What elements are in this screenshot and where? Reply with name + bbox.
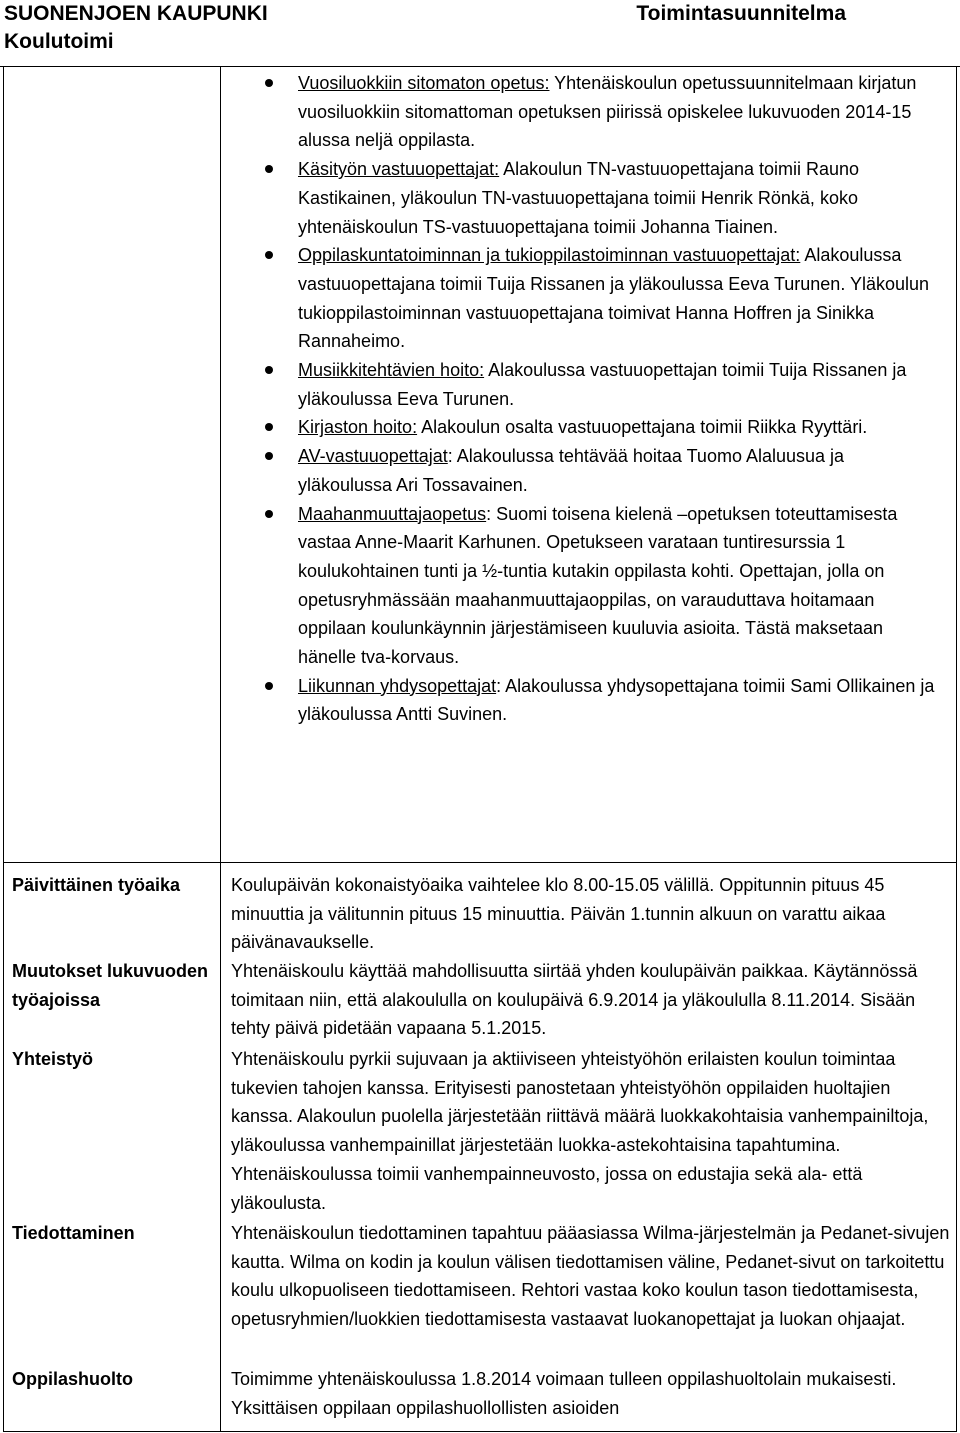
item-text: Alakoulun TN-vastuuopettajana toimii Rauno Kastikainen, yläkoulun TN-vastuuopettajana toimii Henrik Rönkä, koko yhtenäiskoulun TS-vastuuopettajana toimii Johanna Tiainen. — [298, 159, 860, 237]
section-label-schedule-changes: Muutokset lukuvuoden työajoissa — [12, 961, 209, 1010]
item-text: : Suomi toisena kielenä –opetuksen toteuttamisesta vastaa Anne-Maarit Karhunen. Opetukseen varataan tuntiresurssia 1 koulukohtainen tunti ja ½-tuntia kutakin oppilasta kohti. Opettajan, jolla on opetusryhmässään maahanmuuttajaoppilas, on varauduttava hoitamaan oppilaan koulunkäynnin järjestämiseen kuuluvia asioita. Tästä maksetaan hänelle tva-korvaus. — [298, 503, 898, 668]
department-name: Koulutoimi — [4, 30, 114, 53]
item-text: : Alakoulussa yhdysopettajana toimii Sami Ollikainen ja yläkoulussa Antti Suvinen. — [298, 675, 935, 725]
section-text-daily-hours: Koulupäivän kokonaistyöaika vaihtelee klo 8.00-15.05 välillä. Oppitunnin pituus 45 minuuttia ja välitunnin pituus 15 minuuttia. Päivän 1.tunnin alkuun on varattu aikaa päivänavaukselle. — [231, 875, 886, 953]
item-label: AV-vastuuopettajat — [298, 446, 448, 467]
list-item — [262, 442, 942, 499]
document-title: Toimintasuunnitelma — [636, 2, 846, 25]
item-text: Alakoulun osalta vastuuopettajana toimii Riikka Ryyttäri. — [417, 417, 868, 438]
item-label: Vuosiluokkiin sitomaton opetus: — [298, 73, 550, 93]
section-label-communication: Tiedottaminen — [12, 1223, 135, 1243]
bullet-icon — [265, 366, 273, 374]
item-label: Maahanmuuttajaopetus — [298, 503, 487, 524]
list-item — [262, 69, 942, 155]
bullet-icon — [265, 79, 273, 87]
section-text-schedule-changes: Yhtenäiskoulu käyttää mahdollisuutta siirtää yhden koulupäivän paikkaa. Käytännössä toimitaan niin, että alakoululla on koulupäivä 6.9.2014 ja yläkoululla 8.11.2014. Sisään tehty päivä pidetään vapaana 5.1.2015. — [231, 961, 918, 1039]
list-item — [262, 413, 942, 442]
item-label: Oppilaskuntatoiminnan ja tukioppilastoiminnan vastuuopettajat: — [298, 245, 801, 266]
list-item — [262, 672, 942, 729]
row-divider — [4, 862, 956, 863]
item-text: Alakoulussa vastuuopettajana toimii Tuija Rissanen ja yläkoulussa Eeva Turunen. Yläkoulun tukioppilastoiminnan vastuuopettajana toimivat Hanna Hoffren ja Sinikka Rannaheimo. — [298, 245, 930, 352]
list-item — [262, 241, 942, 356]
list-item — [262, 356, 942, 413]
header-left — [4, 0, 268, 56]
item-label: Musiikkitehtävien hoito: — [298, 360, 485, 381]
list-item — [262, 500, 942, 672]
bullet-icon — [265, 452, 273, 460]
item-label: Kirjaston hoito: — [298, 417, 418, 438]
bullet-icon — [265, 510, 273, 518]
section-text-communication: Yhtenäiskoulun tiedottaminen tapahtuu pääasiassa Wilma-järjestelmän ja Pedanet-sivujen kautta. Wilma on kodin ja koulun välisen tiedottamisen väline, Pedanet-sivut on tarkoitettu koulu ulkopuoliseen tiedottamiseen. Rehtori vastaa koko koulun tason tiedottamisesta, opetusryhmien/luokkien tiedottamisesta vastaavat luokanopettajat ja luokan ohjaajat. — [231, 1223, 950, 1330]
item-text: Alakoulussa vastuuopettajan toimii Tuija Rissanen ja yläkoulussa Eeva Turunen. — [298, 360, 907, 409]
organization-name: SUONENJOEN KAUPUNKI — [4, 2, 268, 25]
section-label-daily-hours: Päivittäinen työaika — [12, 875, 181, 895]
section-label-student-welfare: Oppilashuolto — [12, 1369, 133, 1389]
column-divider — [220, 66, 221, 1431]
list-item — [262, 155, 942, 241]
responsibility-list — [262, 69, 942, 729]
item-label: Liikunnan yhdysopettajat — [298, 675, 497, 696]
section-text-cooperation: Yhtenäiskoulu pyrkii sujuvaan ja aktiiviseen yhteistyöhön erilaisten koulun toimintaa tukevien tahojen kanssa. Erityisesti panostetaan yhteistyöhön oppilaiden huoltajien kanssa. Alakoulun puolella järjestetään riittävä määrä luokkakohtaisia vanhempainiltoja, yläkoulussa vanhempainillat järjestetään luokka-astekohtaisina tapahtumina. Yhtenäiskoulussa toimii vanhempainneuvosto, jossa on edustajia sekä ala- että yläkoulusta. — [231, 1049, 929, 1213]
item-text: Yhtenäiskoulun opetussuunnitelmaan kirjatun vuosiluokkiin sitomattoman opetuksen piirissä opiskelee lukuvuoden 2014-15 alussa neljä oppilasta. — [298, 73, 917, 151]
item-label: Käsityön vastuuopettajat: — [298, 159, 500, 180]
bullet-icon — [265, 251, 273, 259]
bullet-icon — [265, 423, 273, 431]
section-text-student-welfare: Toimimme yhtenäiskoulussa 1.8.2014 voimaan tulleen oppilashuoltolain mukaisesti. Yksittäisen oppilaan oppilashuollollisten asioiden — [231, 1369, 897, 1418]
item-text: : Alakoulussa tehtävää hoitaa Tuomo Alaluusua ja yläkoulussa Ari Tossavainen. — [298, 446, 845, 495]
page-header — [0, 0, 960, 67]
bullet-icon — [265, 165, 273, 173]
bullet-icon — [265, 682, 273, 690]
section-label-cooperation: Yhteistyö — [12, 1049, 94, 1069]
